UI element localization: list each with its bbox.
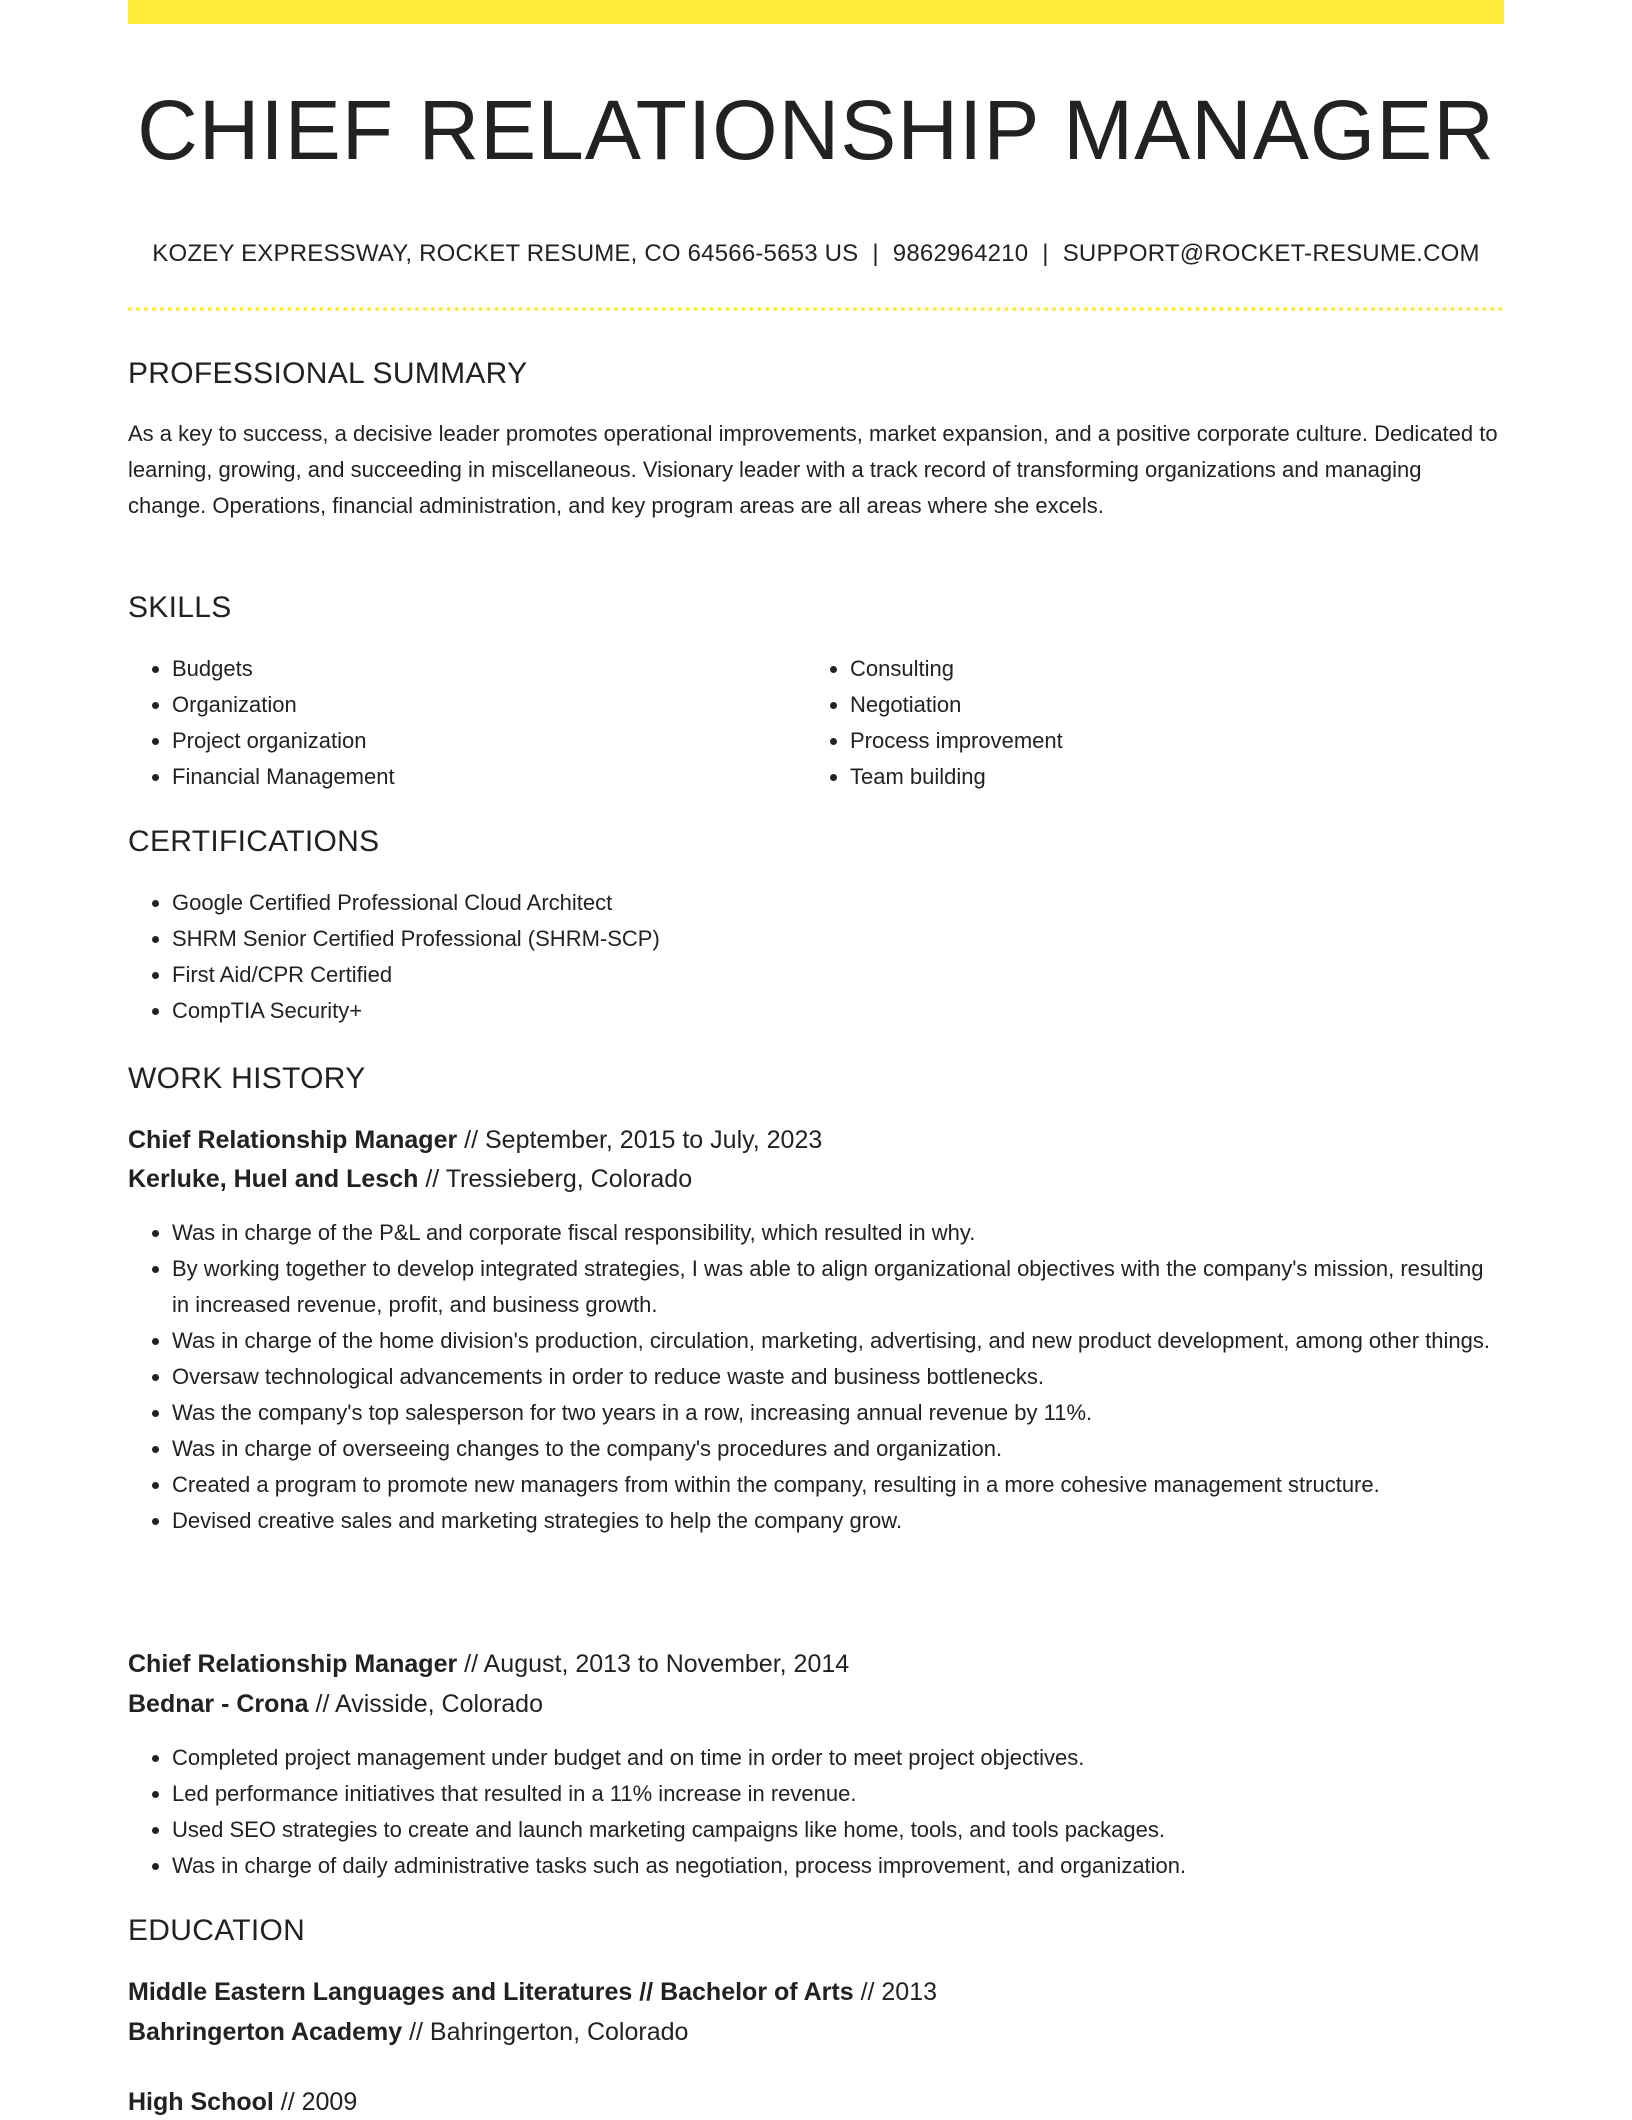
- job-company: Bednar - Crona: [128, 1690, 309, 1718]
- top-accent-bar: [128, 0, 1504, 24]
- job-location: // Tressieberg, Colorado: [418, 1165, 693, 1193]
- job-bullet: • Led performance initiatives that resulted in a 11% increase in revenue.: [172, 1776, 1504, 1812]
- skill-item: • Budgets: [172, 651, 802, 687]
- certification-item: • First Aid/CPR Certified: [172, 957, 1502, 993]
- education-year: // 2009: [273, 2088, 358, 2116]
- job-bullet: • Was the company's top salesperson for two years in a row, increasing annual revenue by 11%.: [172, 1395, 1504, 1431]
- education-heading: EDUCATION: [128, 1914, 306, 1947]
- job-location: // Avisside, Colorado: [308, 1690, 543, 1718]
- education-location: // Bahringerton, Colorado: [402, 2018, 689, 2046]
- job-company-line: [128, 1161, 692, 1197]
- job-company-line: [128, 1686, 543, 1722]
- job-bullets: [128, 1215, 1504, 1539]
- job-role: Chief Relationship Manager: [128, 1126, 458, 1154]
- job-bullets: [128, 1740, 1504, 1884]
- job-bullet: • Was in charge of overseeing changes to the company's procedures and organization.: [172, 1431, 1504, 1467]
- job-dates: // September, 2015 to July, 2023: [457, 1126, 823, 1154]
- job-bullet: • By working together to develop integrated strategies, I was able to align organizational objectives with the company's mission, resulting in increased revenue, profit, and business growth.: [172, 1251, 1504, 1323]
- skill-item: • Consulting: [850, 651, 1490, 687]
- skills-heading: SKILLS: [128, 591, 232, 624]
- contact-address: KOZEY EXPRESSWAY, ROCKET RESUME, CO 64566-5653 US: [152, 240, 859, 267]
- certification-item: • CompTIA Security+: [172, 993, 1502, 1029]
- job-title-line: [128, 1646, 849, 1682]
- education-school: Bahringerton Academy: [128, 2018, 403, 2046]
- skills-list-right: [806, 651, 1490, 795]
- skill-item: • Team building: [850, 759, 1490, 795]
- header-divider: [128, 307, 1504, 311]
- job-bullet: • Completed project management under budget and on time in order to meet project objectives.: [172, 1740, 1504, 1776]
- skill-item: • Process improvement: [850, 723, 1490, 759]
- job-title-line: [128, 1122, 822, 1158]
- job-bullet: • Was in charge of the home division's production, circulation, marketing, advertising, and new product development, among other things.: [172, 1323, 1504, 1359]
- contact-separator: |: [1042, 240, 1049, 267]
- job-bullet: • Created a program to promote new managers from within the company, resulting in a more cohesive management structure.: [172, 1467, 1504, 1503]
- education-degree: High School: [128, 2088, 274, 2116]
- job-bullet: • Used SEO strategies to create and launch marketing campaigns like home, tools, and tools packages.: [172, 1812, 1504, 1848]
- certification-item: • Google Certified Professional Cloud Architect: [172, 885, 1502, 921]
- job-company: Kerluke, Huel and Lesch: [128, 1165, 419, 1193]
- contact-email: SUPPORT@ROCKET-RESUME.COM: [1062, 240, 1480, 267]
- summary-heading: PROFESSIONAL SUMMARY: [128, 357, 528, 390]
- job-bullet: • Devised creative sales and marketing strategies to help the company grow.: [172, 1503, 1504, 1539]
- contact-separator: |: [872, 240, 879, 267]
- contact-line: [128, 238, 1504, 270]
- work-history-heading: WORK HISTORY: [128, 1062, 366, 1095]
- job-bullet: • Oversaw technological advancements in order to reduce waste and business bottlenecks.: [172, 1359, 1504, 1395]
- job-bullet: • Was in charge of daily administrative tasks such as negotiation, process improvement, and organization.: [172, 1848, 1504, 1884]
- education-year: // 2013: [853, 1978, 938, 2006]
- education-school-line: [128, 2014, 688, 2050]
- certifications-list: [128, 885, 1502, 1029]
- contact-phone: 9862964210: [892, 240, 1029, 267]
- job-role: Chief Relationship Manager: [128, 1650, 458, 1678]
- education-degree-line: [128, 1974, 937, 2010]
- certifications-heading: CERTIFICATIONS: [128, 825, 380, 858]
- skill-item: • Organization: [172, 687, 802, 723]
- resume-name: CHIEF RELATIONSHIP MANAGER: [137, 83, 1495, 177]
- skill-item: • Project organization: [172, 723, 802, 759]
- skill-item: • Financial Management: [172, 759, 802, 795]
- job-dates: // August, 2013 to November, 2014: [457, 1650, 850, 1678]
- summary-text: As a key to success, a decisive leader promotes operational improvements, market expansion, and a positive corporate culture. Dedicated to learning, growing, and succeeding in miscellaneous. Visionary leader with a track record of transforming organizations and managing change. Operations, financial administration, and key program areas are all areas where she excels.: [128, 421, 1498, 518]
- education-degree-line: [128, 2084, 357, 2120]
- skill-item: • Negotiation: [850, 687, 1490, 723]
- skills-list-left: [128, 651, 802, 795]
- certification-item: • SHRM Senior Certified Professional (SHRM-SCP): [172, 921, 1502, 957]
- education-degree: Middle Eastern Languages and Literatures // Bachelor of Arts: [128, 1978, 854, 2006]
- job-bullet: • Was in charge of the P&L and corporate fiscal responsibility, which resulted in why.: [172, 1215, 1504, 1251]
